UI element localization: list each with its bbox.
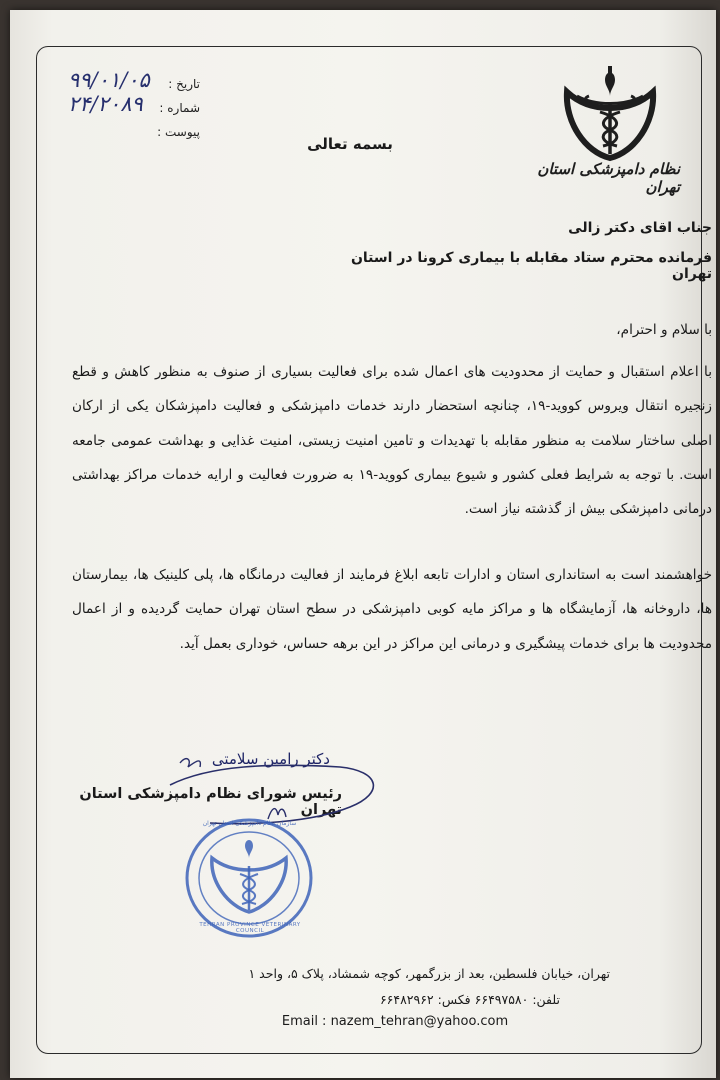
official-stamp [182, 810, 317, 940]
date-value: ۹۹/۰۱/۰۵ [68, 68, 150, 92]
body-paragraph-1-text: با اعلام استقبال و حمایت از محدودیت های اعمال شده برای فعالیت بسیاری از صنوف به منظور کاهش و قطع زنجیره انتقال ویروس کووید-۱۹، چنانچه استحضار دارند خدمات دامپزشکی و فعالیت دامپزشکان یکی از ارکان اصلی ساختار سلامت به منظور مقابله با تهدیدات و تامین امنیت زیستی، امنیت غذایی و بهداشت عمومی جامعه است. با توجه به شرایط فعلی کشور و شیوع بیماری کووید-۱۹ به ضرورت فعالیت و ارایه خدمات مراکز بهداشتی درمانی دامپزشکی بیش از گذشته نیاز است. [72, 364, 712, 518]
org-name: نظام دامپزشکی استان تهران [537, 160, 680, 196]
basmala: بسمه تعالی [307, 135, 393, 153]
stamp-text-top: سازمان نظام دامپزشکی استان تهران [202, 820, 297, 827]
body-paragraph-1 [72, 355, 712, 526]
stamp-seal-icon [182, 810, 317, 940]
footer-address: تهران، خیابان فلسطین، بعد از بزرگمهر، کوچه شمشاد، پلاک ۵، واحد ۱ [248, 966, 610, 981]
letter-page [10, 10, 716, 1078]
recipient-line-1: جناب اقای دکتر زالی [568, 220, 712, 236]
page-border [36, 46, 702, 1054]
signer-title: رئیس شورای نظام دامپزشکی استان تهران [79, 786, 342, 818]
body-paragraph-2 [72, 558, 712, 661]
stamp-text-bottom: TEHRAN PROVINCE VETERINARY COUNCIL [199, 922, 301, 934]
number-label: شماره : [159, 101, 200, 115]
veterinary-logo-icon [555, 62, 665, 162]
recipient-line-2: فرمانده محترم ستاد مقابله با بیماری کرونا در استان تهران [350, 250, 712, 282]
greeting: با سلام و احترام، [616, 322, 712, 338]
footer-email: Email : nazem_tehran@yahoo.com [281, 1014, 509, 1029]
signer-name: دکتر رامین سلامتی [211, 750, 330, 768]
body-paragraph-2-text: خواهشمند است به استانداری استان و ادارات تابعه ابلاغ فرمایند از فعالیت درمانگاه ها، پلی کلینیک ها، بیمارستان ها، داروخانه ها، آزمایشگاه ها و مراکز مایه کوبی دامپزشکی در سطح استان تهران حمایت گردیده و از اعمال محدودیت ها برای خدمات پیشگیری و درمانی این مراکز در این برهه حساس، خوداری بعمل آید. [72, 567, 712, 652]
attachment-label: پیوست : [157, 125, 200, 139]
footer-phone-fax: تلفن: ۶۶۴۹۷۵۸۰ فکس: ۶۶۴۸۲۹۶۲ [379, 992, 560, 1007]
number-value: ۲۴/۲۰۸۹ [68, 92, 143, 116]
date-label: تاریخ : [168, 77, 200, 91]
